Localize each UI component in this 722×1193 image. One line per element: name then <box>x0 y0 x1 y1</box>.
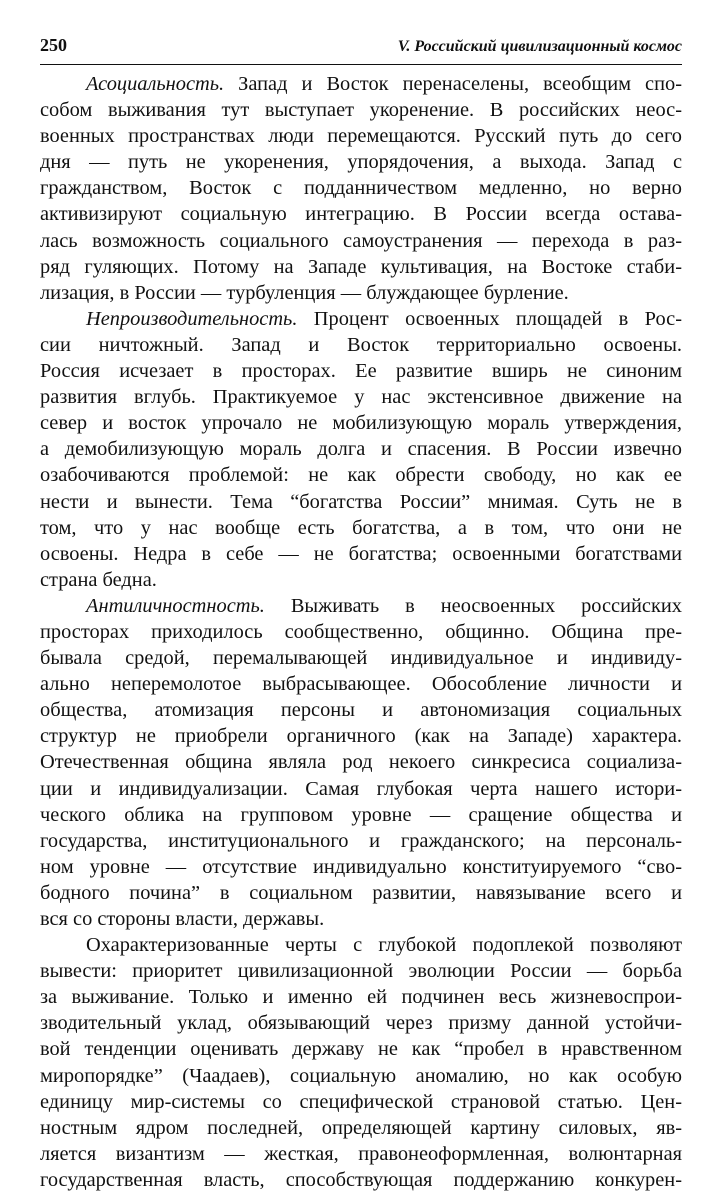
line-text: ческого облика на групповом уровне — сращение общества и <box>40 803 682 826</box>
text-line <box>40 828 682 854</box>
text-line <box>40 358 682 384</box>
text-line <box>40 1141 682 1167</box>
paragraph-term: Антиличностность. <box>86 594 265 617</box>
text-line <box>40 1089 682 1115</box>
paragraph <box>40 593 682 932</box>
text-line <box>40 567 682 593</box>
text-line <box>40 880 682 906</box>
line-text: лизация, в России — турбуленция — блуждающее бурление. <box>40 281 569 304</box>
text-line <box>40 697 682 723</box>
line-text: вой тенденции оценивать державу не как “пробел в нравственном <box>40 1038 682 1061</box>
line-text: страна бедна. <box>40 568 157 591</box>
text-line <box>40 280 682 306</box>
text-line <box>40 1063 682 1089</box>
line-text: единицу мир-системы со специфической страновой статью. Цен- <box>40 1090 682 1113</box>
text-line <box>40 593 682 619</box>
text-line <box>40 1167 682 1193</box>
line-text: сии ничтожный. Запад и Восток территориально освоены. <box>40 333 682 356</box>
line-text: ностным ядром последней, определяющей картину силовых, яв- <box>40 1116 682 1139</box>
text-line <box>40 123 682 149</box>
line-text: Охарактеризованные черты с глубокой подоплекой позволяют <box>86 934 682 957</box>
line-text: активизируют социальную интеграцию. В России всегда остава- <box>40 203 682 226</box>
line-text: освоены. Недра в себе — не богатства; освоенными богатствами <box>40 542 682 565</box>
text-line <box>40 1010 682 1036</box>
page-body <box>40 71 682 1193</box>
text-line <box>40 436 682 462</box>
line-text: ции и индивидуализации. Самая глубокая черта нашего истори- <box>40 777 682 800</box>
paragraph <box>40 306 682 593</box>
line-text: Отечественная община являла род некоего синкресиса социализа- <box>40 751 682 774</box>
text-line <box>40 515 682 541</box>
text-line <box>40 384 682 410</box>
line-text: дня — путь не укоренения, упорядочения, а выхода. Запад с <box>40 151 682 174</box>
line-text: государства, институционального и гражданского; на персональ- <box>40 829 682 852</box>
text-line <box>40 71 682 97</box>
line-text: том, что у нас вообще есть богатства, а в том, что они не <box>40 516 682 539</box>
text-line <box>40 749 682 775</box>
line-text: ном уровне — отсутствие индивидуально конституируемого “сво- <box>40 855 682 878</box>
line-text: вывести: приоритет цивилизационной эволюции России — борьба <box>40 960 682 983</box>
text-line <box>40 254 682 280</box>
page-header <box>40 32 682 65</box>
line-text: Процент освоенных площадей в Рос- <box>297 307 682 330</box>
line-text: лась возможность социального самоустранения — перехода в раз- <box>40 229 682 252</box>
running-title: V. Российский цивилизационный космос <box>397 38 682 55</box>
paragraph <box>40 71 682 306</box>
text-line <box>40 984 682 1010</box>
text-line <box>40 906 682 932</box>
line-text: ряд гуляющих. Потому на Западе культивация, на Востоке стаби- <box>40 255 682 278</box>
text-line <box>40 149 682 175</box>
line-text: Выживать в неосвоенных российских <box>264 594 682 617</box>
text-line <box>40 671 682 697</box>
text-line <box>40 723 682 749</box>
line-text: за выживание. Только и именно ей подчинен весь жизневоспрои- <box>40 986 682 1009</box>
text-line <box>40 332 682 358</box>
line-text: нести и вынести. Тема “богатства России” мнимая. Суть не в <box>40 490 682 513</box>
line-text: военных пространствах люди перемещаются. Русский путь до сего <box>40 125 682 148</box>
text-line <box>40 932 682 958</box>
text-line <box>40 410 682 436</box>
line-text: собом выживания тут выступает укоренение. В российских неос- <box>40 99 682 122</box>
paragraph-term: Непроизводительность. <box>86 307 298 330</box>
page-number: 250 <box>40 35 67 55</box>
line-text: север и восток упрочало не мобилизующую мораль утверждения, <box>40 412 682 435</box>
paragraph-term: Асоциальность. <box>86 73 225 95</box>
line-text: миропорядке” (Чаадаев), социальную аномалию, но как особую <box>40 1064 682 1087</box>
text-line <box>40 97 682 123</box>
line-text: Запад и Восток перенаселены, всеобщим спо- <box>224 73 682 95</box>
line-text: просторах приходилось сообщественно, общинно. Община пре- <box>40 620 682 643</box>
text-line <box>40 958 682 984</box>
line-text: общества, атомизация персоны и автономизация социальных <box>40 699 682 722</box>
line-text: вся со стороны власти, державы. <box>40 908 325 930</box>
line-text: зводительный уклад, обязывающий через призму данной устойчи- <box>40 1012 682 1035</box>
text-line <box>40 1115 682 1141</box>
line-text: бодного почина” в социальном развитии, навязывание всего и <box>40 881 682 904</box>
line-text: бывала средой, перемалывающей индивидуальное и индивиду- <box>40 647 682 670</box>
text-line <box>40 489 682 515</box>
text-line <box>40 201 682 227</box>
text-line <box>40 541 682 567</box>
line-text: а демобилизующую мораль долга и спасения. В России извечно <box>40 438 682 461</box>
line-text: ляется византизм — жесткая, правонеоформленная, волюнтарная <box>40 1142 682 1165</box>
line-text: структур не приобрели органичного (как на Западе) характера. <box>40 725 682 748</box>
text-line <box>40 306 682 332</box>
text-line <box>40 776 682 802</box>
line-text: озабочиваются проблемой: не как обрести свободу, но как ее <box>40 464 682 487</box>
text-line <box>40 854 682 880</box>
line-text: развития вглубь. Практикуемое у нас экстенсивное движение на <box>40 386 682 409</box>
line-text: ально неперемолотое выбрасывающее. Обособление личности и <box>40 673 682 696</box>
text-line <box>40 1036 682 1062</box>
text-line <box>40 619 682 645</box>
line-text: государственная власть, способствующая поддержанию конкурен- <box>40 1168 682 1191</box>
text-line <box>40 462 682 488</box>
book-page <box>40 32 682 1193</box>
text-line <box>40 802 682 828</box>
text-line <box>40 645 682 671</box>
text-line <box>40 228 682 254</box>
line-text: гражданством, Восток с подданничеством медленно, но верно <box>40 177 682 200</box>
paragraph <box>40 932 682 1193</box>
line-text: Россия исчезает в просторах. Ее развитие вширь не синоним <box>40 360 682 383</box>
text-line <box>40 175 682 201</box>
